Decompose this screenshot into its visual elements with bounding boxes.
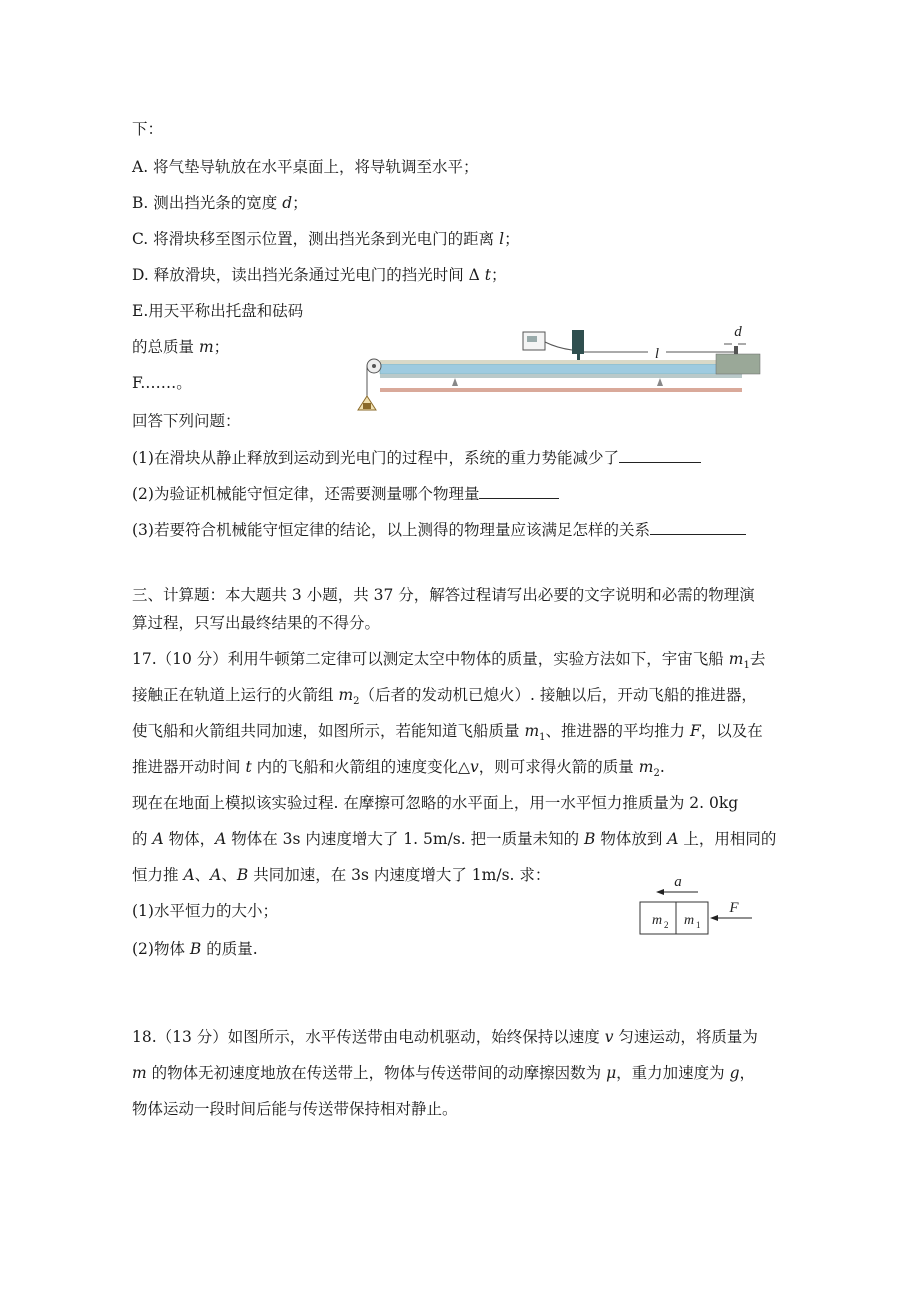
light-shield-strip — [734, 346, 738, 354]
rail-bottom-strip — [380, 374, 742, 378]
answer-blank-3[interactable] — [650, 518, 746, 535]
force-arrowhead — [710, 915, 718, 921]
problem-17-line-5: 现在在地面上模拟该实验过程. 在摩擦可忽略的水平面上，用一水平恒力推质量为 2. 0kg — [132, 794, 739, 812]
problem-17-line-1: 17.（10 分）利用牛顿第二定律可以测定太空中物体的质量，实验方法如下，宇宙飞船 $m_1$去 — [132, 650, 766, 672]
blocks-figure — [636, 868, 786, 940]
weight-block — [363, 403, 371, 409]
problem-17-line-7: 恒力推 A、A、B 共同加速，在 3s 内速度增大了 1m/s. 求： — [132, 866, 551, 884]
problem-17-q1: (1)水平恒力的大小； — [132, 902, 278, 920]
block-m2-subscript: 2 — [664, 920, 669, 930]
block-m1-subscript: 1 — [696, 920, 701, 930]
question-2: (2)为验证机械能守恒定律，还需要测量哪个物理量 — [132, 482, 559, 505]
rail-support-left — [452, 378, 458, 386]
acceleration-arrowhead — [656, 889, 664, 895]
step-d: D. 释放滑块，读出挡光条通过光电门的挡光时间 Δ t； — [132, 266, 507, 284]
step-a: A. 将气垫导轨放在水平桌面上，将导轨调至水平； — [132, 158, 479, 176]
force-label: F — [729, 900, 739, 916]
pulley-axle — [372, 364, 376, 368]
timer-screen — [527, 336, 537, 342]
slider-block — [716, 354, 760, 374]
section-3-header-1: 三、计算题：本大题共 3 小题，共 37 分，解答过程请写出必要的文字说明和必需的物理演 — [132, 586, 755, 604]
acceleration-label: a — [674, 874, 682, 890]
answer-blank-2[interactable] — [479, 482, 559, 499]
problem-18-line-1: 18.（13 分）如图所示，水平传送带由电动机驱动，始终保持以速度 v 匀速运动，将质量为 — [132, 1028, 758, 1046]
photogate — [572, 330, 584, 354]
question-1: (1)在滑块从静止释放到运动到光电门的过程中，系统的重力势能减少了 — [132, 446, 701, 469]
answer-prompt: 回答下列问题： — [132, 412, 241, 430]
step-e-cont: 的总质量 m； — [132, 338, 230, 356]
problem-18-line-2: m 的物体无初速度地放在传送带上，物体与传送带间的动摩擦因数为 μ，重力加速度为 g， — [132, 1064, 756, 1082]
problem-17-line-6: 的 A 物体，A 物体在 3s 内速度增大了 1. 5m/s. 把一质量未知的 B 物体放到 A 上，用相同的 — [132, 830, 777, 848]
air-track-figure — [352, 320, 768, 414]
step-f: F.……。 — [132, 374, 192, 392]
distance-label: l — [654, 346, 660, 362]
step-c: C. 将滑块移至图示位置，测出挡光条到光电门的距离 l； — [132, 230, 520, 248]
block-m1-label: m — [684, 913, 695, 928]
step-e: E.用天平称出托盘和砝码 — [132, 302, 304, 320]
table-strip — [380, 388, 742, 392]
problem-18-line-3: 物体运动一段时间后能与传送带保持相对静止。 — [132, 1100, 458, 1118]
step-b: B. 测出挡光条的宽度 d； — [132, 194, 308, 212]
problem-17-line-2: 接触正在轨道上运行的火箭组 $m_2$（后者的发动机已熄火）. 接触以后，开动飞船的推进器， — [132, 686, 757, 708]
problem-17-line-4: 推进器开动时间 t 内的飞船和火箭组的速度变化△v，则可求得火箭的质量 $m_2$. — [132, 758, 665, 780]
block-m2-label: m — [652, 913, 663, 928]
width-label: d — [734, 324, 742, 340]
problem-17-q2: (2)物体 B 的质量. — [132, 940, 258, 958]
question-3: (3)若要符合机械能守恒定律的结论，以上测得的物理量应该满足怎样的关系 — [132, 518, 746, 541]
answer-blank-1[interactable] — [619, 446, 701, 463]
timer-cable — [545, 342, 572, 350]
air-track-rail — [380, 364, 742, 374]
rail-support-right — [657, 378, 663, 386]
section-3-header-2: 算过程，只写出最终结果的不得分。 — [132, 614, 381, 632]
text-line-0: 下： — [132, 120, 164, 138]
rail-top-strip — [380, 360, 742, 364]
problem-17-line-3: 使飞船和火箭组共同加速，如图所示，若能知道飞船质量 $m_1$、推进器的平均推力 F，以及在 — [132, 722, 763, 744]
